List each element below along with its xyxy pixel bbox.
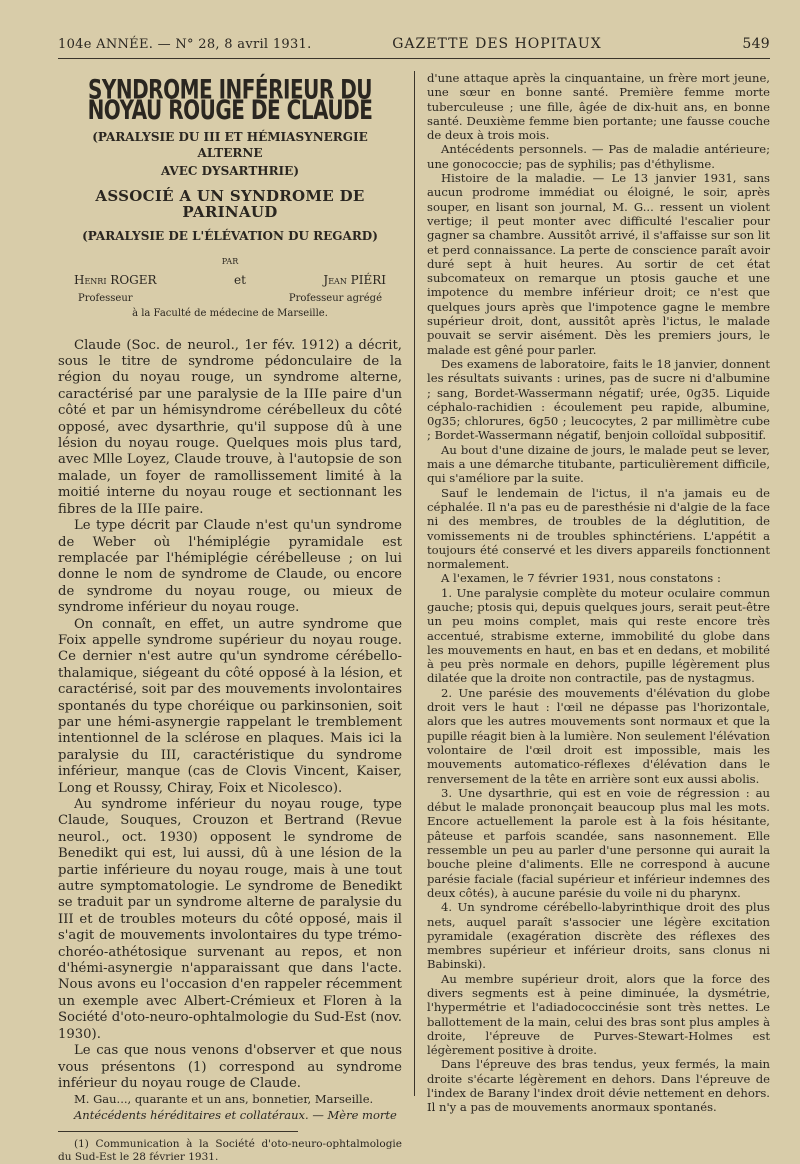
author-1: Henri ROGER (74, 273, 157, 288)
article-title-2: ASSOCIÉ A UN SYNDROME DE PARINAUD (95, 187, 365, 221)
paragraph: 1. Une paralysie complète du moteur oculaire commun gauche; ptosis qui, depuis quelques jours, serait peut-être un peu moins complet, mais qui reste encore très accentué, strabisme externe, immobilité du globe dans les mouvements en haut, en bas et en dedans, et mobilité à peu près normale en dehors, pupille légèrement plus dilatée que la droite non contractile, pas de nystagmus. (427, 585, 770, 686)
page-number: 549 (742, 36, 770, 52)
case-intro: M. Gau..., quarante et un ans, bonnetier, Marseille. (74, 1092, 374, 1107)
journal-title: GAZETTE DES HOPITAUX (392, 36, 602, 52)
authors (58, 273, 402, 288)
faculty: à la Faculté de médecine de Marseille. (132, 308, 328, 320)
paragraph: Claude (Soc. de neurol., 1er fév. 1912) a décrit, sous le titre de syndrome pédonculaire de la région du noyau rouge, un syndrome alterne, caractérisé par une paralysie de la IIIe paire d'un côté et par un hémisyndrome cérébelleux du côté opposé, avec dysarthrie, qu'il suppose dû à une lésion du noyau rouge. Quelques mois plus tard, avec Mlle Loyez, Claude trouve, à l'autopsie de son malade, un foyer de ramollissement limité à la moitié interne du noyau rouge et sectionnant les fibres de la IIIe paire. (58, 337, 402, 517)
header-rule (58, 58, 770, 59)
author-2: Jean PIÉRI (323, 273, 386, 288)
by-line: PAR (221, 256, 239, 266)
paragraph: Au membre supérieur droit, alors que la force des divers segments est à peine diminuée, la dysmétrie, l'hypermétrie et l'adiadococcinésie sont très nettes. Le ballottement de la main, celui des bras sont plus amples à droite, l'épreuve de Purves-Stewart-Holmes est légèrement positive à droite. (427, 971, 770, 1058)
paragraph: 2. Une parésie des mouvements d'élévation du globe droit vers le haut : l'œil ne dépasse pas l'horizontale, alors que les autres mouvements sont normaux et que la pupille réagit bien à la lumière. Non seulement l'élévation volontaire de l'œil droit est impossible, mais les mouvements automatico-réflexes d'élévation dans le renversement de la tête en arrière sont eux aussi abolis. (427, 685, 770, 786)
two-column-body (58, 71, 770, 1163)
paragraph: Le type décrit par Claude n'est qu'un syndrome de Weber où l'hémiplégie pyramidale est remplacée par l'hémiplégie cérébelleuse ; on lui donne le nom de syndrome de Claude, ou encore de syndrome du noyau rouge, ou mieux de syndrome inférieur du noyau rouge. (58, 518, 402, 616)
paragraph: Histoire de la maladie. — Le 13 janvier 1931, sans aucun prodrome immédiat ou éloigné, le soir, après souper, en lisant son journal, M. G... ressent un violent vertige; il peut monter avec difficulté l'escalier pour gagner sa chambre. Aussitôt arrivé, il s'affaisse sur son lit et perd connaissance. La perte de conscience paraît avoir duré sept à huit heures. Au sortir de cet état subcomateux on remarque un ptosis gauche et une impotence du membre inférieur droit; ce n'est que quelques jours après que l'impotence gagne le membre supérieur droit, dont, aussitôt après l'ictus, le malade pouvait se servir aisément. Dès les premiers jours, le malade est gêné pour parler. (427, 171, 770, 357)
paragraph: 4. Un syndrome cérébello-labyrinthique droit des plus nets, auquel paraît s'associer une légère excitation pyramidale (exagération discrète des réflexes des membres supérieur et inférieur droits, sans clonus ni Babinski). (427, 900, 770, 972)
affiliations (58, 291, 402, 306)
right-column (421, 71, 770, 1115)
footnote: (1) Communication à la Société d'oto-neuro-ophtalmologie du Sud-Est le 28 février 1931. (58, 1137, 402, 1163)
paragraph: Le cas que nous venons d'observer et que nous vous présentons (1) correspond au syndrome inférieur du noyau rouge de Claude. (58, 1043, 402, 1091)
paragraph: Au bout d'une dizaine de jours, le malade peut se lever, mais a une démarche titubante, particulièrement difficile, qui s'améliore par la suite. (427, 442, 770, 486)
left-body (58, 338, 402, 1164)
paragraph: Au syndrome inférieur du noyau rouge, type Claude, Souques, Crouzon et Bertrand (Revue neurol., oct. 1930) opposent le syndrome de Benedikt qui est, lui aussi, dû à une lésion de la partie inférieure du noyau rouge, mais à une tout autre symptomatologie. Le syndrome de Benedikt se traduit par un syndrome alterne de paralysie du III et de troubles moteurs du côté opposé, mais il s'agit de mouvements involontaires du type trémo-choréo-athétosique survenant au repos, et non d'hémi-asynergie n'apparaissant que dans l'acte. Nous avons eu l'occasion d'en rappeler récemment un exemple avec Albert-Crémieux et Floren à la Société d'oto-neuro-ophtalmologie du Sud-Est (nov. 1930). (58, 797, 402, 1042)
case-antecedents: Antécédents héréditaires et collatéraux. — Mère morte (74, 1107, 397, 1122)
column-divider (414, 71, 415, 1096)
paragraph: On connaît, en effet, un autre syndrome que Foix appelle syndrome supérieur du noyau rouge. Ce dernier n'est autre qu'un syndrome cérébello-thalamique, siégeant du côté opposé à la lésion, et caractérisé, soit par des mouvements involontaires spontanés du type choréique ou parkinsonien, soit par une hémi-asynergie rappelant le tremblement intentionnel de la sclérose en plaques. Mais ici la paralysie du III, caractéristique du syndrome inférieur, manque (cas de Clovis Vincent, Kaiser, Long et Roussy, Chiray, Foix et Nicolesco). (58, 616, 402, 796)
affiliation-2: Professeur agrégé (288, 293, 382, 305)
running-header (58, 22, 770, 52)
issue-date: 104e ANNÉE. — N° 28, 8 avril 1931. (58, 37, 312, 52)
subtitle-3: (PARALYSIE DE L'ÉLÉVATION DU REGARD) (82, 228, 378, 243)
paragraph: Des examens de laboratoire, faits le 18 janvier, donnent les résultats suivants : urines, pas de sucre ni d'albumine ; sang, Bordet-Wassermann négatif; urée, 0g35. Liquide céphalo-rachidien : écoulement peu rapide, albumine, 0g35; chlorures, 6g50 ; leucocytes, 2 par millimètre cube ; Bordet-Wassermann négatif, benjoin colloïdal subpositif. (427, 356, 770, 443)
subtitle-2: AVEC DYSARTHRIE) (160, 164, 299, 179)
left-column (58, 71, 410, 1163)
author-conjunction: et (234, 273, 246, 288)
paragraph: d'une attaque après la cinquantaine, un frère mort jeune, une sœur en bonne santé. Première femme morte tuberculeuse ; une fille, âgée de dix-huit ans, en bonne santé. Deuxième femme bien portante; une fausse couche de deux à trois mois. (427, 71, 770, 143)
paragraph: Sauf le lendemain de l'ictus, il n'a jamais eu de céphalée. Il n'a pas eu de paresthésie ni d'algie de la face ni des membres, de troubles de la déglutition, de vomissements ni de troubles sphinctériens. L'appétit a toujours été conservé et les divers appareils fonctionnent normalement. (427, 485, 770, 572)
paragraph: Antécédents personnels. — Pas de maladie antérieure; une gonococcie; pas de syphilis; pas d'éthylisme. (427, 142, 770, 171)
paragraph: 3. Une dysarthrie, qui est en voie de régression : au début le malade prononçait beaucoup plus mal les mots. Encore actuellement la parole est à la fois hésitante, pâteuse et parfois scandée, sans nasonnement. Elle ressemble un peu au parler d'une personne qui aurait la bouche pleine d'aliments. Elle ne correspond à aucune parésie faciale (facial supérieur et inférieur indemnes des deux côtés), à aucune parésie du voile ni du pharynx. (427, 785, 770, 900)
footnote-rule (58, 1131, 298, 1132)
paragraph: A l'examen, le 7 février 1931, nous constatons : (441, 571, 721, 586)
paragraph: Dans l'épreuve des bras tendus, yeux fermés, la main droite s'écarte légèrement en dehors. Dans l'épreuve de l'index de Barany l'index droit dévie nettement en dehors. Il n'y a pas de mouvements anormaux spontanés. (427, 1057, 770, 1115)
affiliation-1: Professeur (78, 293, 133, 305)
article-title: SYNDROME INFÉRIEUR DU NOYAU ROUGE DE CLAUDE (87, 72, 373, 126)
subtitle-1: (PARALYSIE DU III ET HÉMIASYNERGIE ALTERNE (92, 130, 368, 161)
